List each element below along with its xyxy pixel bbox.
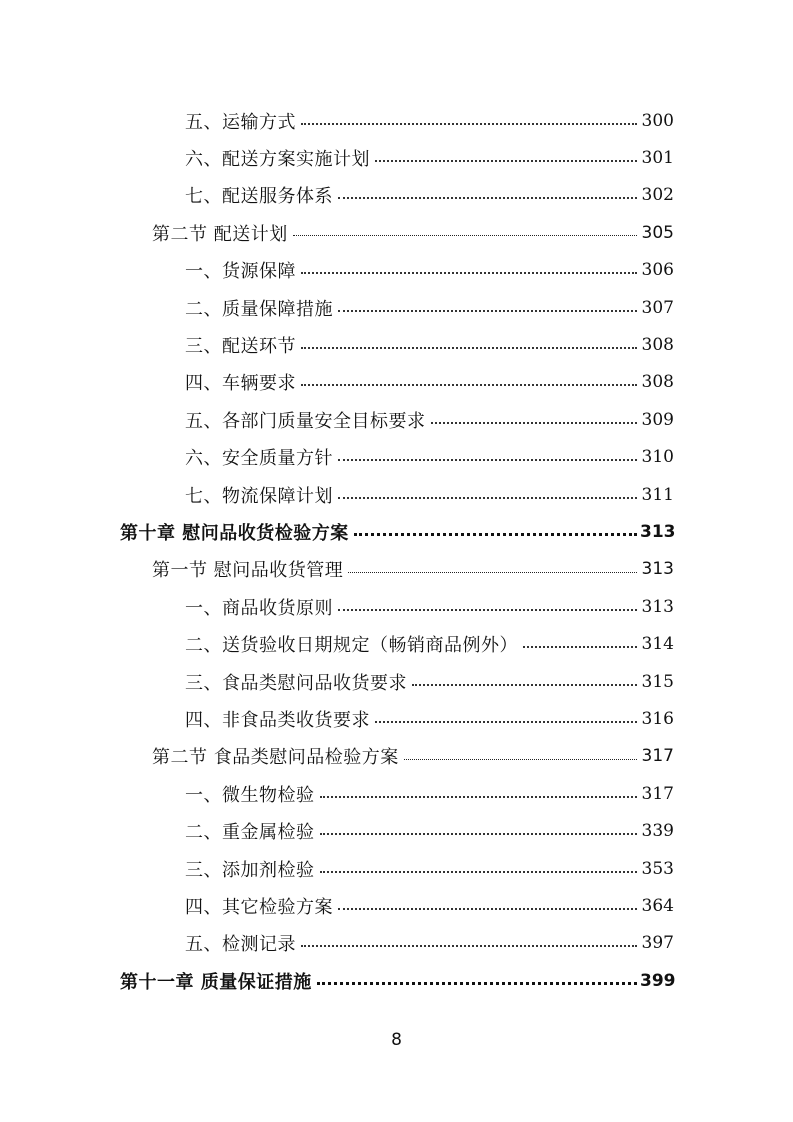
toc-entry-label: 一、微生物检验 xyxy=(185,784,315,806)
toc-page-number: 314 xyxy=(641,634,674,655)
dot-leader xyxy=(338,609,637,611)
toc-entry-label: 二、质量保障措施 xyxy=(185,298,333,320)
toc-entry[interactable] xyxy=(0,476,793,513)
toc-entry[interactable] xyxy=(0,102,793,139)
toc-entry-label: 三、食品类慰问品收货要求 xyxy=(185,672,407,694)
toc-entry[interactable] xyxy=(0,588,793,625)
toc-entry[interactable] xyxy=(0,364,793,401)
toc-entry[interactable] xyxy=(0,775,793,812)
toc-entry-label: 三、添加剂检验 xyxy=(185,859,315,881)
toc-section-entry[interactable] xyxy=(0,738,793,775)
toc-entry-label: 五、各部门质量安全目标要求 xyxy=(185,410,426,432)
toc-entry[interactable] xyxy=(0,925,793,962)
dot-leader xyxy=(301,272,637,274)
toc-page-number: 306 xyxy=(641,260,674,281)
toc-entry[interactable] xyxy=(0,663,793,700)
dot-leader xyxy=(301,945,637,947)
toc-entry-label: 六、安全质量方针 xyxy=(185,448,333,470)
dot-leader xyxy=(338,197,637,199)
toc-page-number: 339 xyxy=(641,821,674,842)
toc-entry[interactable] xyxy=(0,401,793,438)
page-number: 8 xyxy=(391,1030,402,1050)
toc-page-number: 313 xyxy=(641,596,674,617)
toc-page-number: 313 xyxy=(641,559,674,580)
toc-page-number: 305 xyxy=(641,222,674,243)
dot-leader xyxy=(320,796,638,798)
toc-page-number: 397 xyxy=(641,933,674,954)
toc-entry-label: 四、非食品类收货要求 xyxy=(185,709,370,731)
toc-page-number: 364 xyxy=(641,895,674,916)
toc-page-number: 309 xyxy=(641,409,674,430)
toc-entry[interactable] xyxy=(0,289,793,326)
toc-section-label: 第一节 慰问品收货管理 xyxy=(152,560,344,582)
toc-chapter-entry[interactable] xyxy=(0,962,793,999)
toc-entry[interactable] xyxy=(0,887,793,924)
toc-entry[interactable] xyxy=(0,700,793,737)
toc-page-number: 302 xyxy=(641,185,674,206)
toc-page-number: 316 xyxy=(641,708,674,729)
toc-entry[interactable] xyxy=(0,177,793,214)
dot-leader xyxy=(338,497,637,499)
dot-leader xyxy=(523,646,637,648)
toc-chapter-entry[interactable] xyxy=(0,513,793,550)
dot-leader xyxy=(375,721,637,723)
toc-section-entry[interactable] xyxy=(0,551,793,588)
toc-page-number: 317 xyxy=(641,783,674,804)
toc-page-number: 313 xyxy=(640,521,676,542)
dot-leader xyxy=(412,684,637,686)
dot-leader xyxy=(301,347,637,349)
toc-entry[interactable] xyxy=(0,439,793,476)
dot-leader xyxy=(431,422,638,424)
dot-leader xyxy=(317,982,637,985)
toc-entry-label: 二、重金属检验 xyxy=(185,822,315,844)
dot-leader xyxy=(338,908,637,910)
dot-leader xyxy=(320,833,638,835)
toc-page-number: 315 xyxy=(641,671,674,692)
toc-entry[interactable] xyxy=(0,850,793,887)
toc-page-number: 308 xyxy=(641,372,674,393)
toc-entry-label: 一、商品收货原则 xyxy=(185,597,333,619)
toc-entry[interactable] xyxy=(0,326,793,363)
toc-section-entry[interactable] xyxy=(0,214,793,251)
dot-leader xyxy=(338,459,637,461)
dot-leader xyxy=(375,160,637,162)
dot-leader xyxy=(301,384,637,386)
toc-page-number: 311 xyxy=(641,484,674,505)
table-of-contents xyxy=(0,102,793,999)
toc-entry-label: 一、货源保障 xyxy=(185,261,296,283)
dot-leader xyxy=(301,123,637,125)
toc-entry-label: 六、配送方案实施计划 xyxy=(185,149,370,171)
toc-entry[interactable] xyxy=(0,139,793,176)
toc-chapter-label: 第十章 慰问品收货检验方案 xyxy=(120,522,349,544)
dot-leader xyxy=(293,235,637,236)
toc-entry-label: 四、其它检验方案 xyxy=(185,896,333,918)
toc-section-label: 第二节 食品类慰问品检验方案 xyxy=(152,747,399,769)
toc-page-number: 307 xyxy=(641,297,674,318)
toc-entry-label: 三、配送环节 xyxy=(185,336,296,358)
toc-page-number: 353 xyxy=(641,858,674,879)
toc-page-number: 301 xyxy=(641,148,674,169)
toc-chapter-label: 第十一章 质量保证措施 xyxy=(120,971,312,993)
toc-page-number: 310 xyxy=(641,447,674,468)
dot-leader xyxy=(354,533,637,536)
toc-entry-label: 二、送货验收日期规定（畅销商品例外） xyxy=(185,635,518,657)
toc-page-number: 300 xyxy=(641,110,674,131)
dot-leader xyxy=(404,759,637,760)
dot-leader xyxy=(320,871,638,873)
toc-section-label: 第二节 配送计划 xyxy=(152,223,288,245)
toc-entry-label: 四、车辆要求 xyxy=(185,373,296,395)
dot-leader xyxy=(348,572,637,573)
toc-entry-label: 五、检测记录 xyxy=(185,934,296,956)
toc-page-number: 317 xyxy=(641,746,674,767)
toc-entry[interactable] xyxy=(0,812,793,849)
toc-entry-label: 七、物流保障计划 xyxy=(185,485,333,507)
dot-leader xyxy=(338,310,637,312)
toc-page-number: 308 xyxy=(641,335,674,356)
toc-entry-label: 五、运输方式 xyxy=(185,111,296,133)
toc-page-number: 399 xyxy=(640,970,676,991)
toc-entry[interactable] xyxy=(0,625,793,662)
toc-entry-label: 七、配送服务体系 xyxy=(185,186,333,208)
toc-entry[interactable] xyxy=(0,252,793,289)
